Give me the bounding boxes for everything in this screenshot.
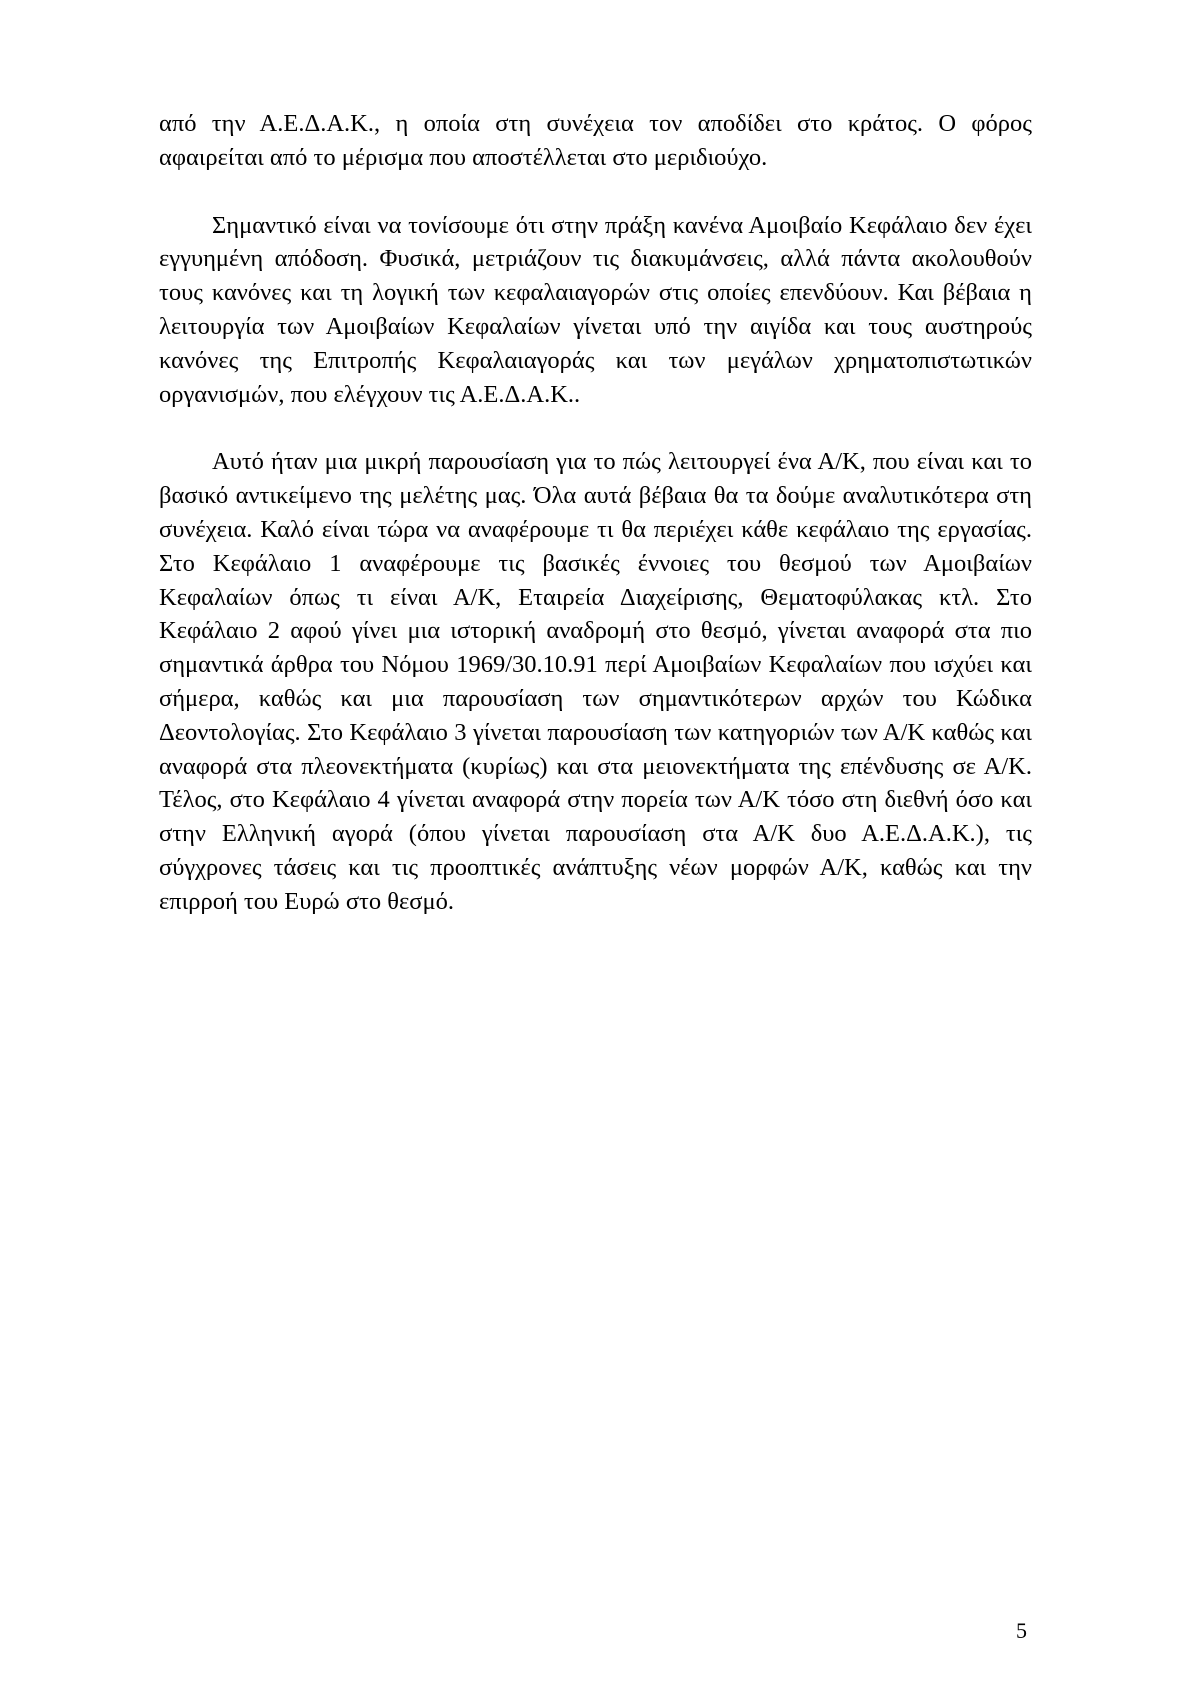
paragraph-guaranteed-return: Σημαντικό είναι να τονίσουμε ότι στην πράξη κανένα Αμοιβαίο Κεφάλαιο δεν έχει εγγυημένη απόδοση. Φυσικά, μετριάζουν τις διακυμάνσεις, αλλά πάντα ακολουθούν τους κανόνες και τη λογική των κεφαλαιαγορών στις οποίες επενδύουν. Και βέβαια η λειτουργία των Αμοιβαίων Κεφαλαίων γίνεται υπό την αιγίδα και τους αυστηρούς κανόνες της Επιτροπής Κεφαλαιαγοράς και των μεγάλων χρηματοπιστωτικών οργανισμών, που ελέγχουν τις Α.Ε.Δ.Α.Κ.. [159,211,1032,408]
document-body [159,107,1032,919]
paragraph-continuation: από την Α.Ε.Δ.Α.Κ., η οποία στη συνέχεια τον αποδίδει στο κράτος. Ο φόρος αφαιρείται από το μέρισμα που αποστέλλεται στο μεριδιούχο. [159,110,1032,171]
paragraph-chapter-overview: Αυτό ήταν μια μικρή παρουσίαση για το πώς λειτουργεί ένα Α/Κ, που είναι και το βασικό αντικείμενο της μελέτης μας. Όλα αυτά βέβαια θα τα δούμε αναλυτικότερα στη συνέχεια. Καλό είναι τώρα να αναφέρουμε τι θα περιέχει κάθε κεφάλαιο της εργασίας. Στο Κεφάλαιο 1 αναφέρουμε τις βασικές έννοιες του θεσμού των Αμοιβαίων Κεφαλαίων όπως τι είναι Α/Κ, Εταιρεία Διαχείρισης, Θεματοφύλακας κτλ. Στο Κεφάλαιο 2 αφού γίνει μια ιστορική αναδρομή στο θεσμό, γίνεται αναφορά στα πιο σημαντικά άρθρα του Νόμου 1969/30.10.91 περί Αμοιβαίων Κεφαλαίων που ισχύει και σήμερα, καθώς και μια παρουσίαση των σημαντικότερων αρχών του Κώδικα Δεοντολογίας. Στο Κεφάλαιο 3 γίνεται παρουσίαση των κατηγοριών των Α/Κ καθώς και αναφορά στα πλεονεκτήματα (κυρίως) και στα μειονεκτήματα της επένδυσης σε Α/Κ. Τέλος, στο Κεφάλαιο 4 γίνεται αναφορά στην πορεία των Α/Κ τόσο στη διεθνή όσο και στην Ελληνική αγορά (όπου γίνεται παρουσίαση στα Α/Κ δυο Α.Ε.Δ.Α.Κ.), τις σύγχρονες τάσεις και τις προοπτικές ανάπτυξης νέων μορφών Α/Κ, καθώς και την επιρροή του Ευρώ στο θεσμό. [159,448,1032,915]
page-number: 5 [1016,1618,1027,1643]
